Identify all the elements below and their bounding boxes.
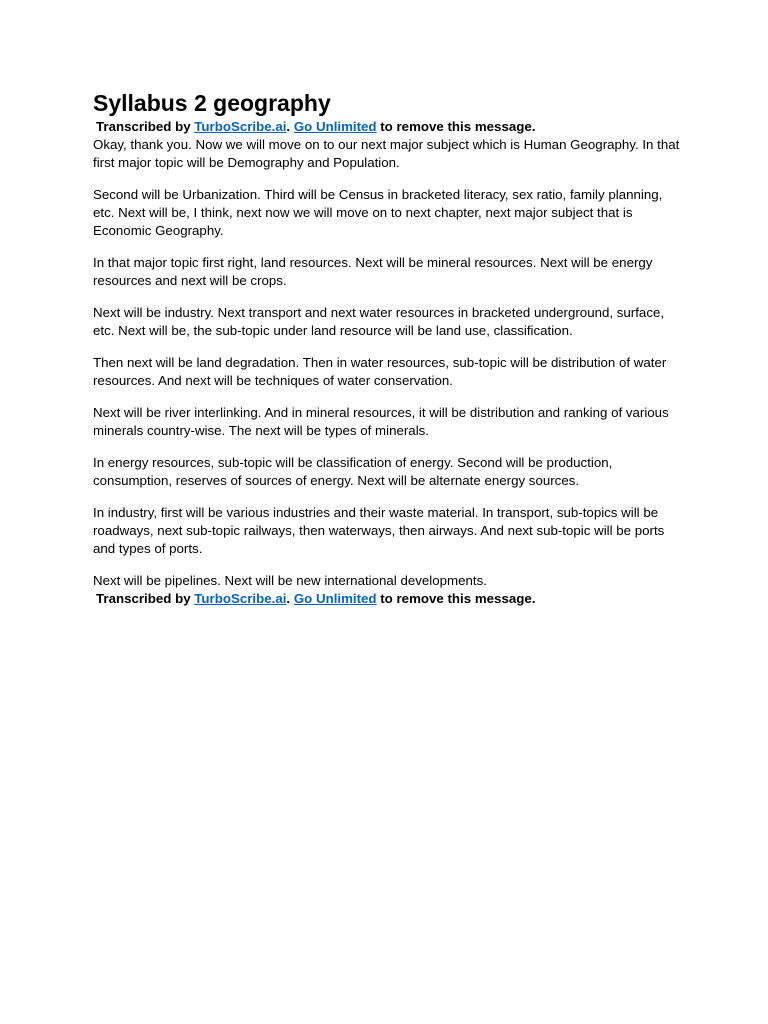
document-page bbox=[93, 88, 683, 608]
document-title: Syllabus 2 geography bbox=[93, 90, 331, 116]
transcription-banner-top bbox=[93, 118, 683, 136]
turboscribe-link[interactable]: TurboScribe.ai bbox=[194, 119, 287, 134]
paragraph: Okay, thank you. Now we will move on to our next major subject which is Human Geography. In that first major topic will be Demography and Population. bbox=[93, 137, 680, 170]
banner-suffix: to remove this message. bbox=[376, 591, 536, 606]
go-unlimited-link[interactable]: Go Unlimited bbox=[293, 591, 377, 606]
paragraph: Next will be pipelines. Next will be new international developments. bbox=[93, 573, 487, 588]
paragraph: Next will be river interlinking. And in mineral resources, it will be distribution and ranking of various minerals country-wise. The next will be types of minerals. bbox=[93, 405, 669, 438]
banner-separator: . bbox=[286, 119, 294, 134]
paragraph: Then next will be land degradation. Then in water resources, sub-topic will be distribution of water resources. And next will be techniques of water conservation. bbox=[93, 355, 667, 388]
transcription-banner-bottom bbox=[93, 590, 683, 608]
paragraph: In industry, first will be various industries and their waste material. In transport, sub-topics will be roadways, next sub-topic railways, then waterways, then airways. And next sub-topic will be ports and types of ports. bbox=[93, 505, 665, 556]
go-unlimited-link[interactable]: Go Unlimited bbox=[293, 119, 377, 134]
paragraph: In that major topic first right, land resources. Next will be mineral resources. Next will be energy resources and next will be crops. bbox=[93, 255, 653, 288]
banner-suffix: to remove this message. bbox=[376, 119, 536, 134]
turboscribe-link[interactable]: TurboScribe.ai bbox=[194, 591, 287, 606]
banner-prefix: Transcribed by bbox=[96, 119, 195, 134]
paragraph: Next will be industry. Next transport and next water resources in bracketed underground, surface, etc. Next will be, the sub-topic under land resource will be land use, classification. bbox=[93, 305, 665, 338]
banner-separator: . bbox=[286, 591, 294, 606]
paragraph: Second will be Urbanization. Third will be Census in bracketed literacy, sex ratio, family planning, etc. Next will be, I think, next now we will move on to next chapter, next major subject that is Economic Geography. bbox=[93, 187, 663, 238]
banner-prefix: Transcribed by bbox=[96, 591, 195, 606]
paragraph: In energy resources, sub-topic will be classification of energy. Second will be production, consumption, reserves of sources of energy. Next will be alternate energy sources. bbox=[93, 455, 613, 488]
